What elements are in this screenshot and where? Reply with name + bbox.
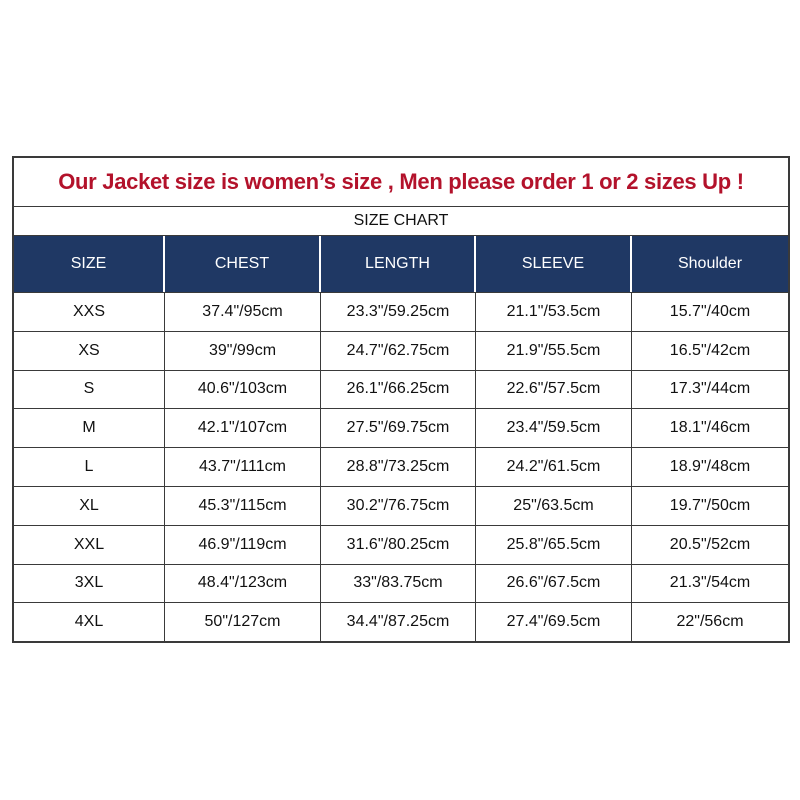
column-header-size: SIZE — [14, 236, 165, 292]
cell-sleeve: 25"/63.5cm — [476, 487, 632, 525]
cell-shoulder: 21.3"/54cm — [669, 574, 751, 592]
table-header — [14, 236, 788, 292]
column-header-chest: CHEST — [165, 236, 321, 292]
cell-shoulder: 18.1"/46cm — [669, 419, 751, 437]
table-row — [14, 602, 788, 641]
table-row — [14, 292, 788, 331]
table-row — [14, 447, 788, 486]
sizing-notice-banner: Our Jacket size is women’s size , Men please order 1 or 2 sizes Up ! — [14, 158, 788, 207]
cell-size: XXL — [14, 526, 165, 564]
cell-size: L — [14, 448, 165, 486]
column-header-shoulder: Shoulder — [677, 255, 743, 272]
cell-chest: 48.4"/123cm — [165, 565, 321, 603]
cell-sleeve: 26.6"/67.5cm — [476, 565, 632, 603]
cell-length: 27.5"/69.75cm — [321, 409, 476, 447]
cell-chest: 45.3"/115cm — [165, 487, 321, 525]
size-chart-table — [12, 156, 790, 643]
cell-length: 23.3"/59.25cm — [321, 293, 476, 331]
cell-length: 28.8"/73.25cm — [321, 448, 476, 486]
cell-chest: 37.4"/95cm — [165, 293, 321, 331]
cell-length: 24.7"/62.75cm — [321, 332, 476, 370]
cell-shoulder: 20.5"/52cm — [669, 535, 751, 553]
table-row — [14, 486, 788, 525]
cell-sleeve: 22.6"/57.5cm — [476, 371, 632, 409]
cell-sleeve: 24.2"/61.5cm — [476, 448, 632, 486]
cell-length: 26.1"/66.25cm — [321, 371, 476, 409]
cell-size: S — [14, 371, 165, 409]
column-header-sleeve: SLEEVE — [476, 236, 632, 292]
cell-shoulder: 17.3"/44cm — [669, 380, 751, 398]
cell-chest: 42.1"/107cm — [165, 409, 321, 447]
cell-size: XL — [14, 487, 165, 525]
cell-shoulder: 16.5"/42cm — [669, 341, 751, 359]
cell-size: XS — [14, 332, 165, 370]
cell-chest: 40.6"/103cm — [165, 371, 321, 409]
cell-size: 4XL — [14, 603, 165, 641]
cell-length: 30.2"/76.75cm — [321, 487, 476, 525]
table-row — [14, 370, 788, 409]
column-header-length: LENGTH — [321, 236, 476, 292]
table-row — [14, 525, 788, 564]
cell-shoulder: 22"/56cm — [676, 613, 744, 631]
cell-length: 34.4"/87.25cm — [321, 603, 476, 641]
cell-shoulder: 19.7"/50cm — [669, 496, 751, 514]
cell-size: M — [14, 409, 165, 447]
cell-chest: 50"/127cm — [165, 603, 321, 641]
cell-sleeve: 27.4"/69.5cm — [476, 603, 632, 641]
cell-length: 33"/83.75cm — [321, 565, 476, 603]
table-body — [14, 292, 788, 641]
cell-length: 31.6"/80.25cm — [321, 526, 476, 564]
size-chart-title: SIZE CHART — [14, 207, 788, 236]
table-row — [14, 331, 788, 370]
cell-size: 3XL — [14, 565, 165, 603]
cell-sleeve: 25.8"/65.5cm — [476, 526, 632, 564]
cell-sleeve: 21.9"/55.5cm — [476, 332, 632, 370]
cell-shoulder: 18.9"/48cm — [669, 458, 751, 476]
cell-size: XXS — [14, 293, 165, 331]
cell-chest: 43.7"/111cm — [165, 448, 321, 486]
cell-sleeve: 21.1"/53.5cm — [476, 293, 632, 331]
cell-shoulder: 15.7"/40cm — [669, 302, 751, 320]
cell-chest: 39"/99cm — [165, 332, 321, 370]
cell-sleeve: 23.4"/59.5cm — [476, 409, 632, 447]
table-row — [14, 564, 788, 603]
cell-chest: 46.9"/119cm — [165, 526, 321, 564]
table-row — [14, 408, 788, 447]
